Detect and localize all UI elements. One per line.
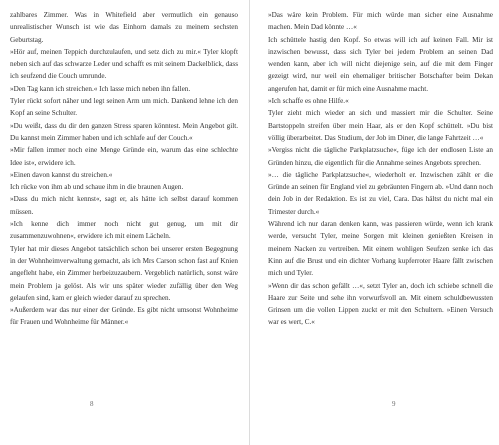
paragraph: zahlbares Zimmer. Was in Whitefield aber vermutlich ein genauso unrealistischer Wunsch ist wie das Einhorn damals zu meinem sechsten Geburtstag. <box>10 11 238 44</box>
paragraph: Ich schüttele hastig den Kopf. So etwas will ich auf keinen Fall. Mir ist inzwischen bewusst, dass sich Tyler bei jedem Problem an seinen Dad wenden kann, aber ich will nicht diejenige sein, auf die mit dem Finger gezeigt wird, nur weil ein ehemaliger britischer Botschafter beim Dekan angerufen hat, damit er für mich eine Ausnahme macht. <box>268 35 493 93</box>
paragraph: »Einen davon kannst du streichen.« <box>10 170 113 179</box>
paragraph: Ich rücke von ihm ab und schaue ihm in die braunen Augen. <box>10 183 184 192</box>
paragraph: »Den Tag kann ich streichen.« Ich lasse mich neben ihn fallen. <box>10 84 191 93</box>
paragraph: Tyler zieht mich wieder an sich und massiert mir die Schulter. Seine Bartstoppeln streifen über mein Haar, als er den Kopf schüttelt. »Du bist völlig überarbeitet. Das Studium, der Job im Diner, die lange Fahrtzeit …« <box>268 109 493 142</box>
page-number: 9 <box>392 400 396 408</box>
paragraph: »Dass du mich nicht kennst«, sagt er, als hätte ich selbst darauf kommen müssen. <box>10 195 238 216</box>
left-page-text <box>10 9 238 329</box>
paragraph: Während ich nur daran denken kann, was passieren würde, wenn ich krank werde, versucht Tyler, meine Sorgen mit kleinen genießten Kreisen in meinem Nacken zu vertreiben. Mit einem wohligen Seufzen senke ich das Kinn auf die Brust und ein dichter Vorhang kupferroter Haare fällt zwischen mich und Tyler. <box>268 220 493 278</box>
paragraph: »Außerdem war das nur einer der Gründe. Es gibt nicht umsonst Wohnheime für Frauen und Wohnheime für Männer.« <box>10 306 238 327</box>
paragraph: »Mir fallen immer noch eine Menge Gründe ein, warum das eine schlechte Idee ist«, erwidere ich. <box>10 146 238 167</box>
paragraph: »Du weißt, dass du dir den ganzen Stress sparen könntest. Mein Angebot gilt. Du kannst mein Zimmer haben und ich schlafe auf der Couch.« <box>10 121 238 142</box>
paragraph: »Hör auf, meinen Teppich durchzulaufen, und setz dich zu mir.« Tyler klopft neben sich auf das schwarze Leder und schafft es mit seinem Dackelblick, dass ich seufzend die Couch umrunde. <box>10 47 238 81</box>
right-page-text <box>268 9 493 329</box>
right-page <box>250 0 499 445</box>
paragraph: »Ich kenne dich immer noch nicht gut genug, um mit dir zusammenzuwohnen«, erwidere ich mit einem Lächeln. <box>10 220 238 241</box>
left-page <box>0 0 249 445</box>
paragraph: »Vergiss nicht die tägliche Parkplatzsuche«, füge ich der endlosen Liste an Gründen hinzu, die eigentlich für die Annahme seines Angebots sprechen. <box>268 146 493 167</box>
paragraph: »Das wäre kein Problem. Für mich würde man sicher eine Ausnahme machen. Mein Dad könnte …« <box>268 11 493 32</box>
paragraph: Tyler hat mir dieses Angebot tatsächlich schon bei unserer ersten Begegnung in der Wohnheimverwaltung gemacht, als ich Mrs Carson schon fast auf Knien angefleht habe, ein Zimmer herbeizuzaubern. Vergeblich natürlich, sonst wäre mein Problem ja gelöst. Als wir uns später wieder zufällig über den Weg gelaufen sind, kam er gleich wieder darauf zu sprechen. <box>10 244 238 302</box>
paragraph: »Wenn dir das schon gefällt …«, setzt Tyler an, doch ich schiebe schnell die Haare zur Seite und sehe ihn vorwurfsvoll an. Mit einem schuldbewussten Grinsen um die vollen Lippen zuckt er mit den Schultern. »Einen Versuch war es wert, C.« <box>268 281 493 327</box>
paragraph: »… die tägliche Parkplatzsuche«, wiederholt er. Inzwischen zählt er die Gründe an seinen für England viel zu gebräunten Fingern ab. »Und dann noch dein Job in der Redaktion. Es ist zu viel, Cara. Das hältst du nicht mal ein Trimester durch.« <box>268 170 493 216</box>
paragraph: »Ich schaffe es ohne Hilfe.« <box>268 97 349 106</box>
page-number: 8 <box>90 400 94 408</box>
paragraph: Tyler rückt sofort näher und legt seinen Arm um mich. Dankend lehne ich den Kopf an seine Schulter. <box>10 97 238 118</box>
